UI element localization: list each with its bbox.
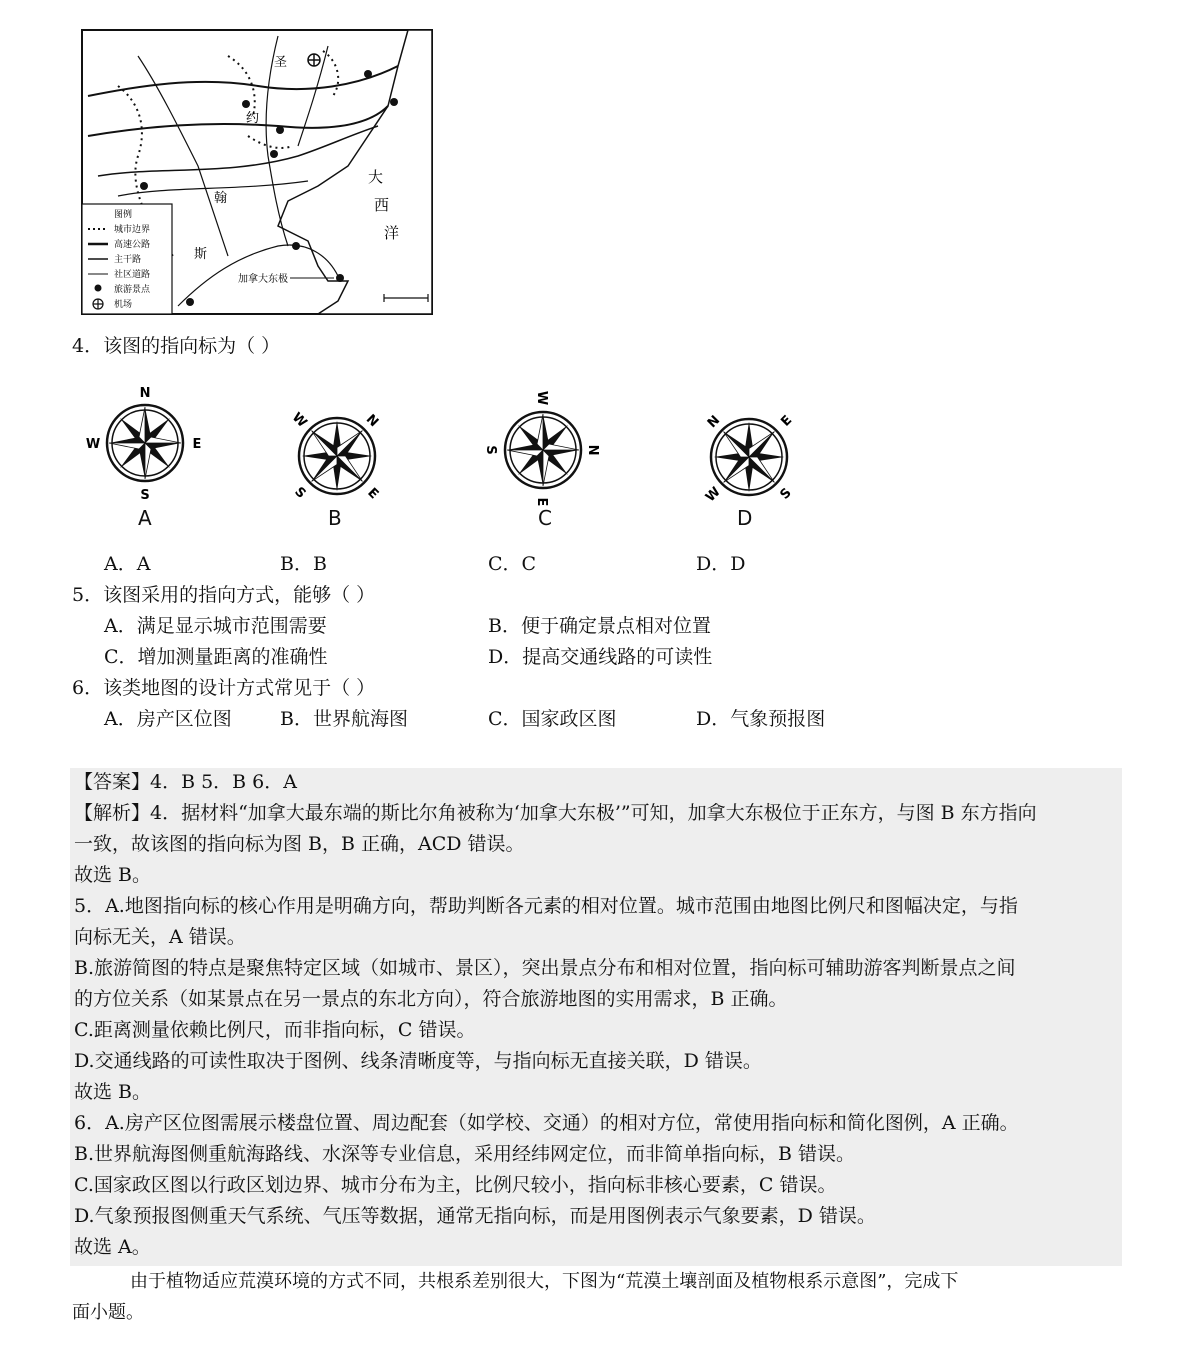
compass-a-label: A <box>138 506 152 530</box>
legend-title: 图例 <box>114 210 133 220</box>
legend-item: 机场 <box>114 300 133 310</box>
legend-item: 主干路 <box>114 255 142 265</box>
compass-d-e: E <box>778 412 796 430</box>
legend-item: 旅游景点 <box>114 285 151 295</box>
compass-c-e: E <box>534 497 549 507</box>
legend-item: 社区道路 <box>114 270 151 280</box>
compass-d-icon <box>684 398 814 516</box>
compass-b-label: B <box>328 506 342 530</box>
legend-item: 城市边界 <box>114 225 151 235</box>
q5-option-c[interactable]: C．增加测量距离的准确性 <box>104 646 328 668</box>
q4-stem: 4．该图的指向标为（ ） <box>72 335 281 357</box>
compass-b-w: W <box>288 409 310 431</box>
q6-option-a[interactable]: A．房产区位图 <box>104 708 232 730</box>
q5-stem: 5．该图采用的指向方式，能够（ ） <box>72 584 376 606</box>
map-label-a: 约 <box>246 111 260 126</box>
map-label-c: 斯 <box>194 247 208 262</box>
q5-option-b[interactable]: B．便于确定景点相对位置 <box>488 615 711 637</box>
q5-option-a[interactable]: A．满足显示城市范围需要 <box>104 615 327 637</box>
compass-c-n: N <box>585 444 600 456</box>
compass-c-label: C <box>538 506 552 530</box>
compass-d-n: N <box>704 412 724 432</box>
explanation-line: B.旅游简图的特点是聚焦特定区域（如城市、景区），突出景点分布和相对位置，指向标可辅助游客判断景点之间 <box>74 957 1016 979</box>
compass-b-e: E <box>364 485 382 503</box>
map-ocean-3: 洋 <box>384 224 400 242</box>
explanation-line: 的方位关系（如某景点在另一景点的东北方向），符合旅游地图的实用需求，B 正确。 <box>74 988 788 1010</box>
compass-c-w: W <box>534 390 549 406</box>
compass-c-s: S <box>483 445 498 455</box>
compass-b-s: S <box>291 484 309 502</box>
q4-option-c[interactable]: C．C <box>488 553 537 575</box>
explanation-line: 故选 A。 <box>74 1236 151 1258</box>
compass-a-s: S <box>140 488 150 503</box>
q5-option-d[interactable]: D．提高交通线路的可读性 <box>488 646 713 668</box>
q6-option-d[interactable]: D．气象预报图 <box>696 708 826 730</box>
answer-key: 【答案】4．B 5．B 6．A <box>74 771 297 793</box>
explanation-line: 【解析】4．据材料“加拿大最东端的斯比尔角被称为‘加拿大东极’”可知，加拿大东极位于正东方，与图 B 东方指向 <box>74 802 1037 824</box>
explanation-line: C.距离测量依赖比例尺，而非指向标，C 错误。 <box>74 1019 476 1041</box>
map-ocean-1: 大 <box>368 168 384 186</box>
compass-b-n: N <box>362 411 382 431</box>
explanation-line: 5．A.地图指向标的核心作用是明确方向，帮助判断各元素的相对位置。城市范围由地图比例尺和图幅决定，与指 <box>74 895 1018 917</box>
map-label-b: 翰 <box>214 191 228 206</box>
compass-d-s: S <box>777 485 795 503</box>
compass-a-e: E <box>192 437 202 452</box>
explanation-line: 6．A.房产区位图需展示楼盘位置、周边配套（如学校、交通）的相对方位，常使用指向标和简化图例，A 正确。 <box>74 1112 1019 1134</box>
map-label-d: 圣 <box>274 55 288 70</box>
q6-option-b[interactable]: B．世界航海图 <box>280 708 408 730</box>
q4-option-a[interactable]: A．A <box>104 553 151 575</box>
explanation-line: 向标无关，A 错误。 <box>74 926 246 948</box>
explanation-line: 故选 B。 <box>74 1081 152 1103</box>
explanation-line: 故选 B。 <box>74 864 152 886</box>
legend-item: 高速公路 <box>114 240 151 250</box>
compass-d-w: W <box>702 484 724 506</box>
explanation-line: D.气象预报图侧重天气系统、气压等数据，通常无指向标，而是用图例表示气象要素，D 错误。 <box>74 1205 876 1227</box>
compass-b-icon <box>272 396 402 516</box>
compass-a-n: N <box>139 386 151 401</box>
tourist-map <box>78 26 436 318</box>
q6-stem: 6．该类地图的设计方式常见于（ ） <box>72 677 376 699</box>
q6-option-c[interactable]: C．国家政区图 <box>488 708 617 730</box>
compass-a-w: W <box>85 437 101 452</box>
intro-text-1: 由于植物适应荒漠环境的方式不同，共根系差别很大，下图为“荒漠土壤剖面及植物根系示意图”，完成下 <box>130 1271 959 1292</box>
q4-option-d[interactable]: D．D <box>696 553 746 575</box>
intro-text-2: 面小题。 <box>72 1302 144 1323</box>
explanation-line: D.交通线路的可读性取决于图例、线条清晰度等，与指向标无直接关联，D 错误。 <box>74 1050 762 1072</box>
explanation-line: B.世界航海图侧重航海路线、水深等专业信息，采用经纬网定位，而非简单指向标，B 错误。 <box>74 1143 856 1165</box>
map-ocean-2: 西 <box>374 196 390 214</box>
explanation-line: C.国家政区图以行政区划边界、城市分布为主，比例尺较小，指向标非核心要素，C 错误。 <box>74 1174 837 1196</box>
map-cape-label: 加拿大东极 <box>238 274 288 285</box>
compass-a-icon <box>80 380 210 506</box>
explanation-line: 一致，故该图的指向标为图 B，B 正确，ACD 错误。 <box>74 833 525 855</box>
compass-d-label: D <box>737 506 753 530</box>
q4-option-b[interactable]: B．B <box>280 553 327 575</box>
compass-c-icon <box>478 388 608 512</box>
